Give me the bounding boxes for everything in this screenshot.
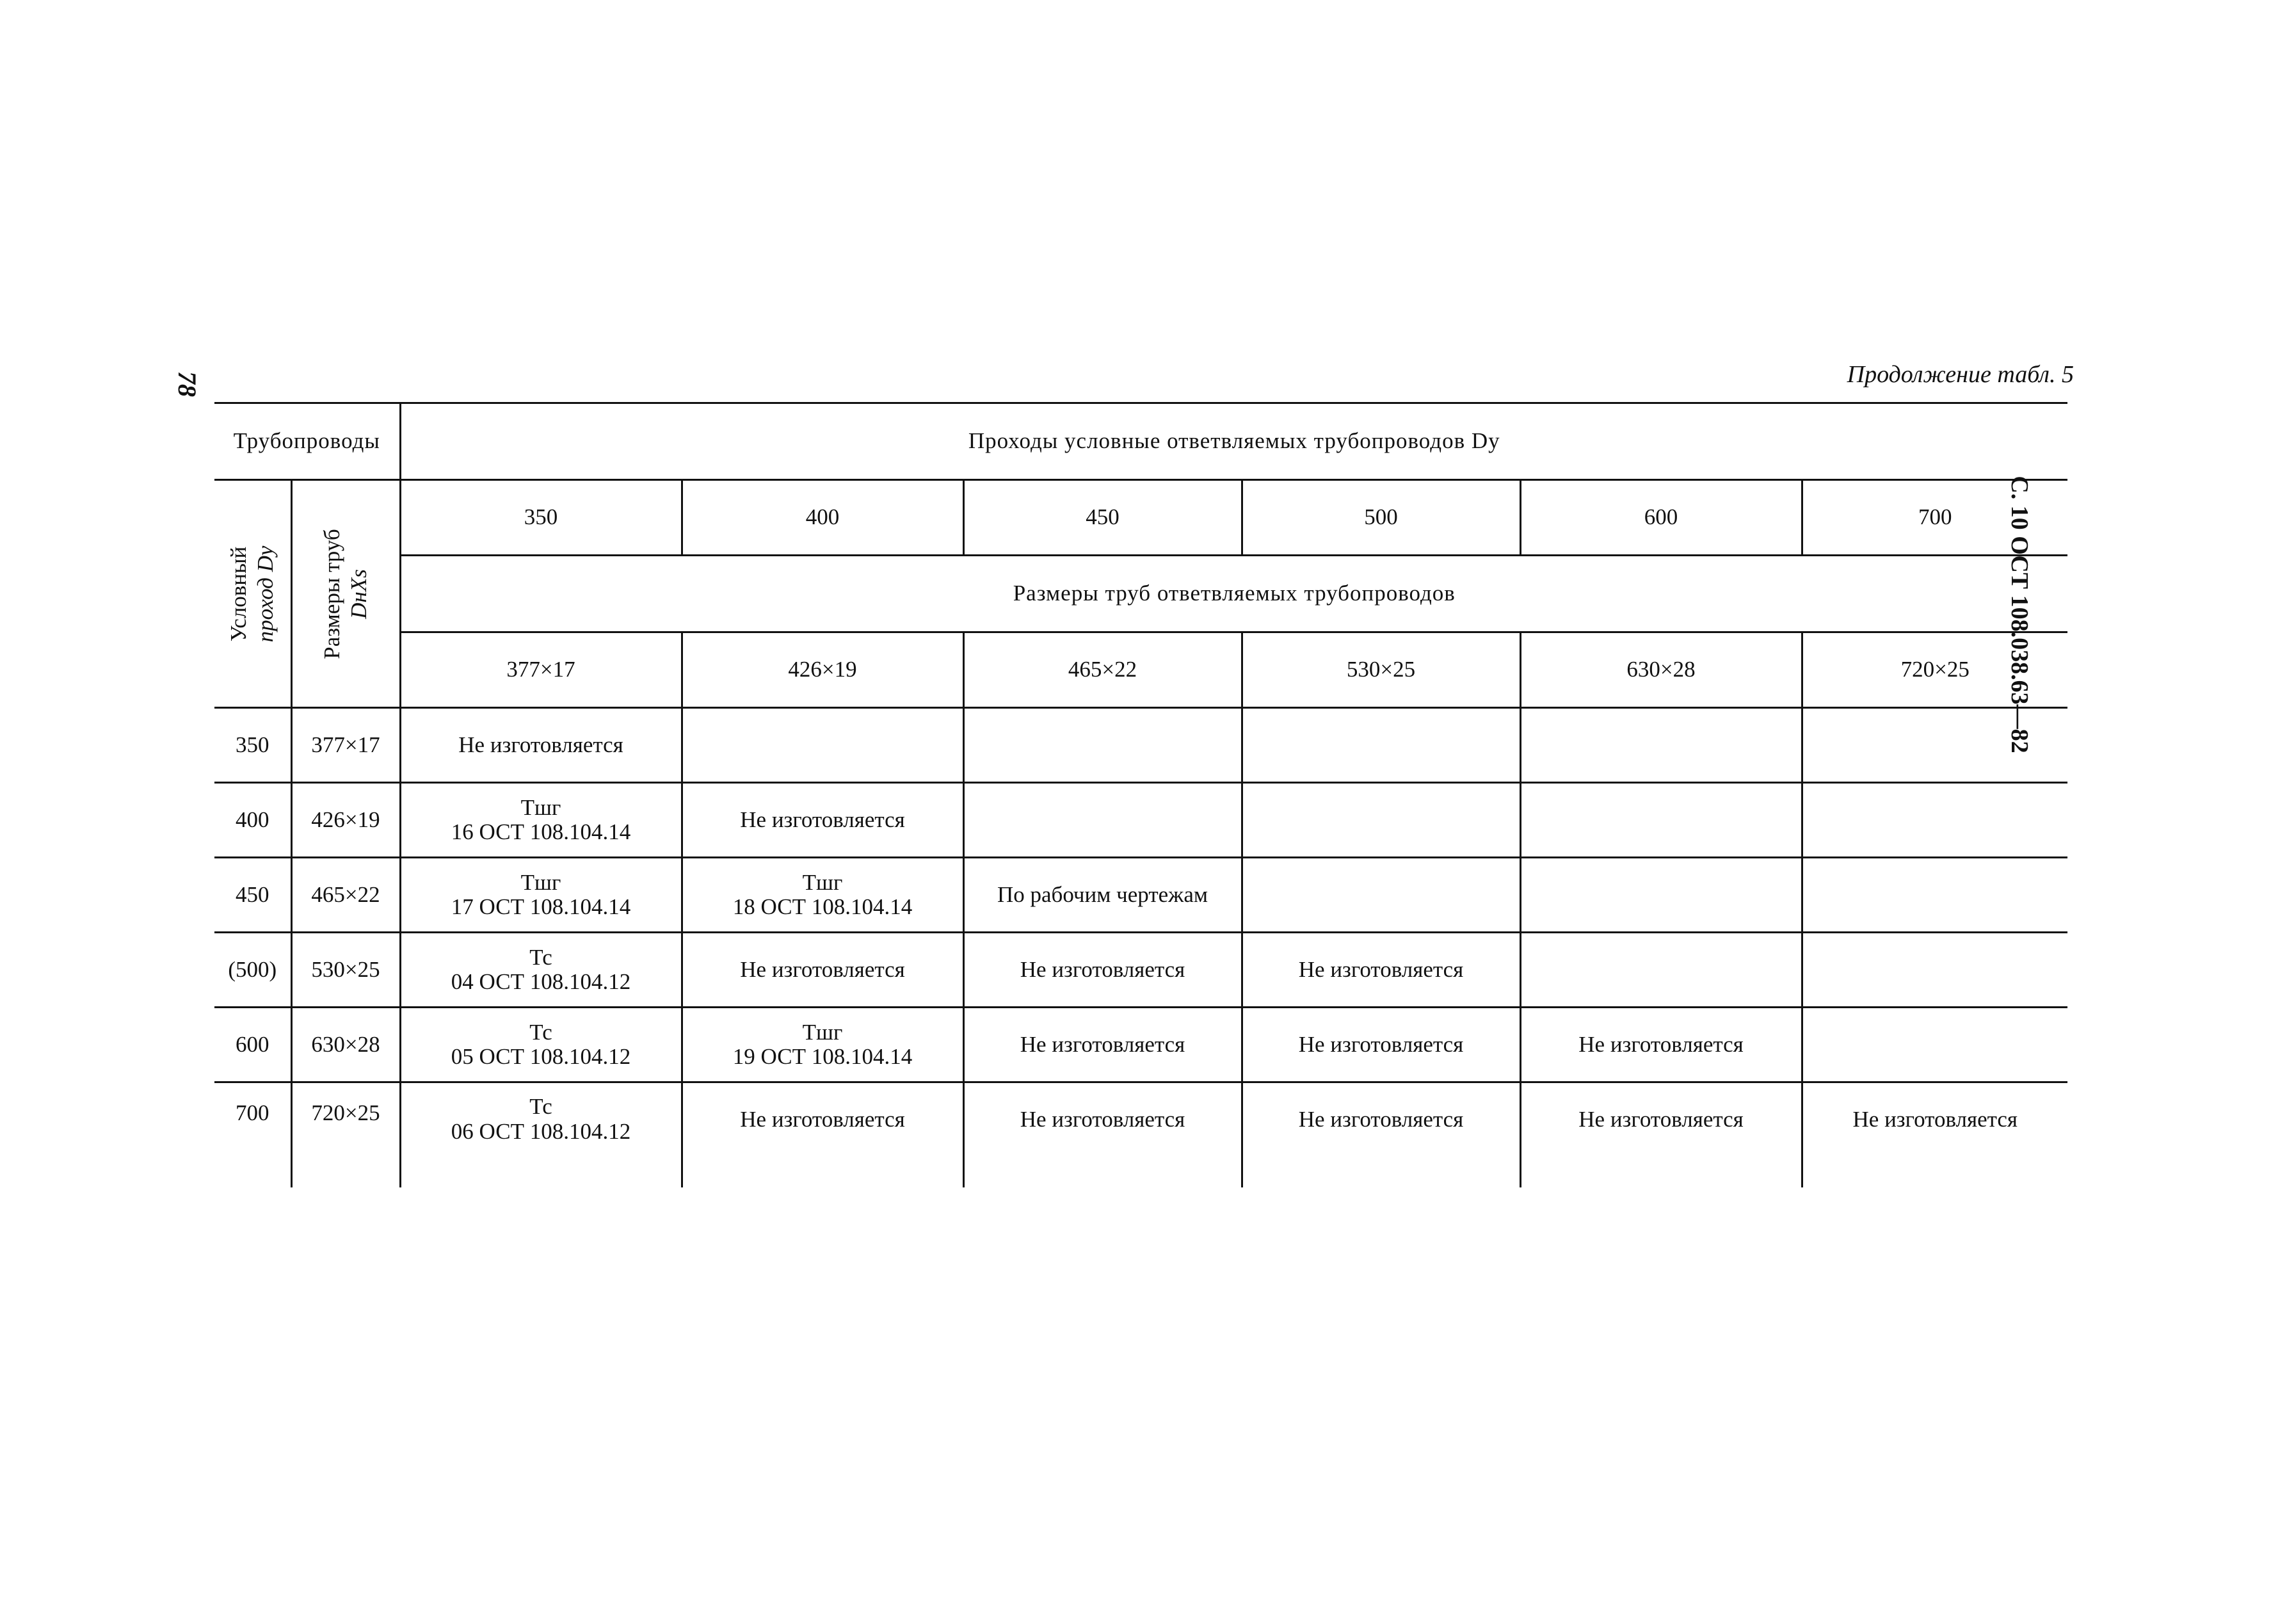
table-cell: Тшг 16 ОСТ 108.104.14 — [400, 783, 682, 858]
table-row — [214, 933, 2067, 1008]
header-pipelines: Трубопроводы — [214, 403, 400, 480]
table-cell — [1242, 708, 1520, 783]
size-377x17: 377×17 — [400, 632, 682, 708]
row-size: 630×28 — [291, 1008, 400, 1082]
table-cell — [1520, 783, 1802, 858]
nominal-passage-line2: проход Dу — [253, 545, 278, 642]
table-cell: Тшг 17 ОСТ 108.104.14 — [400, 858, 682, 933]
size-530x25: 530×25 — [1242, 632, 1520, 708]
table-cell — [1802, 858, 2067, 933]
table-cell — [1802, 783, 2067, 858]
table-cell: Не изготовляется — [1520, 1008, 1802, 1082]
table-cell: Тс 06 ОСТ 108.104.12 — [400, 1082, 682, 1187]
header-pipe-sizes — [291, 480, 400, 708]
row-dy: 350 — [214, 708, 291, 783]
table-cell: Не изготовляется — [1242, 933, 1520, 1008]
table-cell: Тшг 19 ОСТ 108.104.14 — [682, 1008, 963, 1082]
table-cell: Не изготовляется — [963, 1082, 1242, 1187]
header-nominal-passage — [214, 480, 291, 708]
dy-700: 700 — [1802, 480, 2067, 556]
table-cell: Не изготовляется — [963, 933, 1242, 1008]
table-cell — [1520, 933, 1802, 1008]
table-cell — [1520, 708, 1802, 783]
table-cell — [1242, 783, 1520, 858]
size-720x25: 720×25 — [1802, 632, 2067, 708]
dy-500: 500 — [1242, 480, 1520, 556]
table-cell — [1242, 858, 1520, 933]
table-cell: Тс 05 ОСТ 108.104.12 — [400, 1008, 682, 1082]
row-dy: 400 — [214, 783, 291, 858]
table-row — [214, 708, 2067, 783]
dy-600: 600 — [1520, 480, 1802, 556]
table-row — [214, 858, 2067, 933]
table-cell: Не изготовляется — [963, 1008, 1242, 1082]
header-row-dy — [214, 480, 2067, 556]
table-cell — [963, 708, 1242, 783]
row-dy: 600 — [214, 1008, 291, 1082]
table-cell — [682, 708, 963, 783]
row-dy: (500) — [214, 933, 291, 1008]
table-cell: Не изготовляется — [682, 783, 963, 858]
dy-350: 350 — [400, 480, 682, 556]
table-row — [214, 783, 2067, 858]
table-continuation-title: Продолжение табл. 5 — [1847, 361, 2074, 388]
row-size: 426×19 — [291, 783, 400, 858]
header-branch-passages: Проходы условные ответвляемых трубопроводов Dу — [400, 403, 2067, 480]
page-number: 78 — [173, 371, 202, 397]
table-cell — [1520, 858, 1802, 933]
table-cell — [1802, 933, 2067, 1008]
table-cell: Не изготовляется — [400, 708, 682, 783]
table-cell: Не изготовляется — [1802, 1082, 2067, 1187]
table-cell: Не изготовляется — [682, 933, 963, 1008]
pipe-sizes-line1: Размеры труб — [319, 528, 344, 659]
table-cell — [1802, 708, 2067, 783]
table-row — [214, 1082, 2067, 1187]
row-size: 377×17 — [291, 708, 400, 783]
table-cell: Тс 04 ОСТ 108.104.12 — [400, 933, 682, 1008]
table-cell: Не изготовляется — [682, 1082, 963, 1187]
table-cell: По рабочим чертежам — [963, 858, 1242, 933]
dy-450: 450 — [963, 480, 1242, 556]
table-cell: Не изготовляется — [1520, 1082, 1802, 1187]
table-cell — [1802, 1008, 2067, 1082]
table-cell: Не изготовляется — [1242, 1008, 1520, 1082]
dy-400: 400 — [682, 480, 963, 556]
row-size: 465×22 — [291, 858, 400, 933]
header-branch-pipe-sizes: Размеры труб ответвляемых трубопроводов — [400, 556, 2067, 632]
size-465x22: 465×22 — [963, 632, 1242, 708]
row-size: 720×25 — [291, 1082, 400, 1187]
pipe-sizes-line2: DнXs — [346, 568, 371, 619]
table-row — [214, 1008, 2067, 1082]
row-dy: 450 — [214, 858, 291, 933]
header-row-branch-sizes — [214, 556, 2067, 632]
header-row-sizes — [214, 632, 2067, 708]
row-dy: 700 — [236, 1100, 269, 1125]
nominal-passage-line1: Условный — [226, 546, 252, 641]
row-size: 530×25 — [291, 933, 400, 1008]
table-cell: Тшг 18 ОСТ 108.104.14 — [682, 858, 963, 933]
table-cell — [963, 783, 1242, 858]
document-side-label: С. 10 ОСТ 108.038.63—82 — [2006, 476, 2033, 753]
size-426x19: 426×19 — [682, 632, 963, 708]
pipe-branch-table — [214, 402, 2067, 1187]
size-630x28: 630×28 — [1520, 632, 1802, 708]
table-cell: Не изготовляется — [1242, 1082, 1520, 1187]
header-row-1 — [214, 403, 2067, 480]
